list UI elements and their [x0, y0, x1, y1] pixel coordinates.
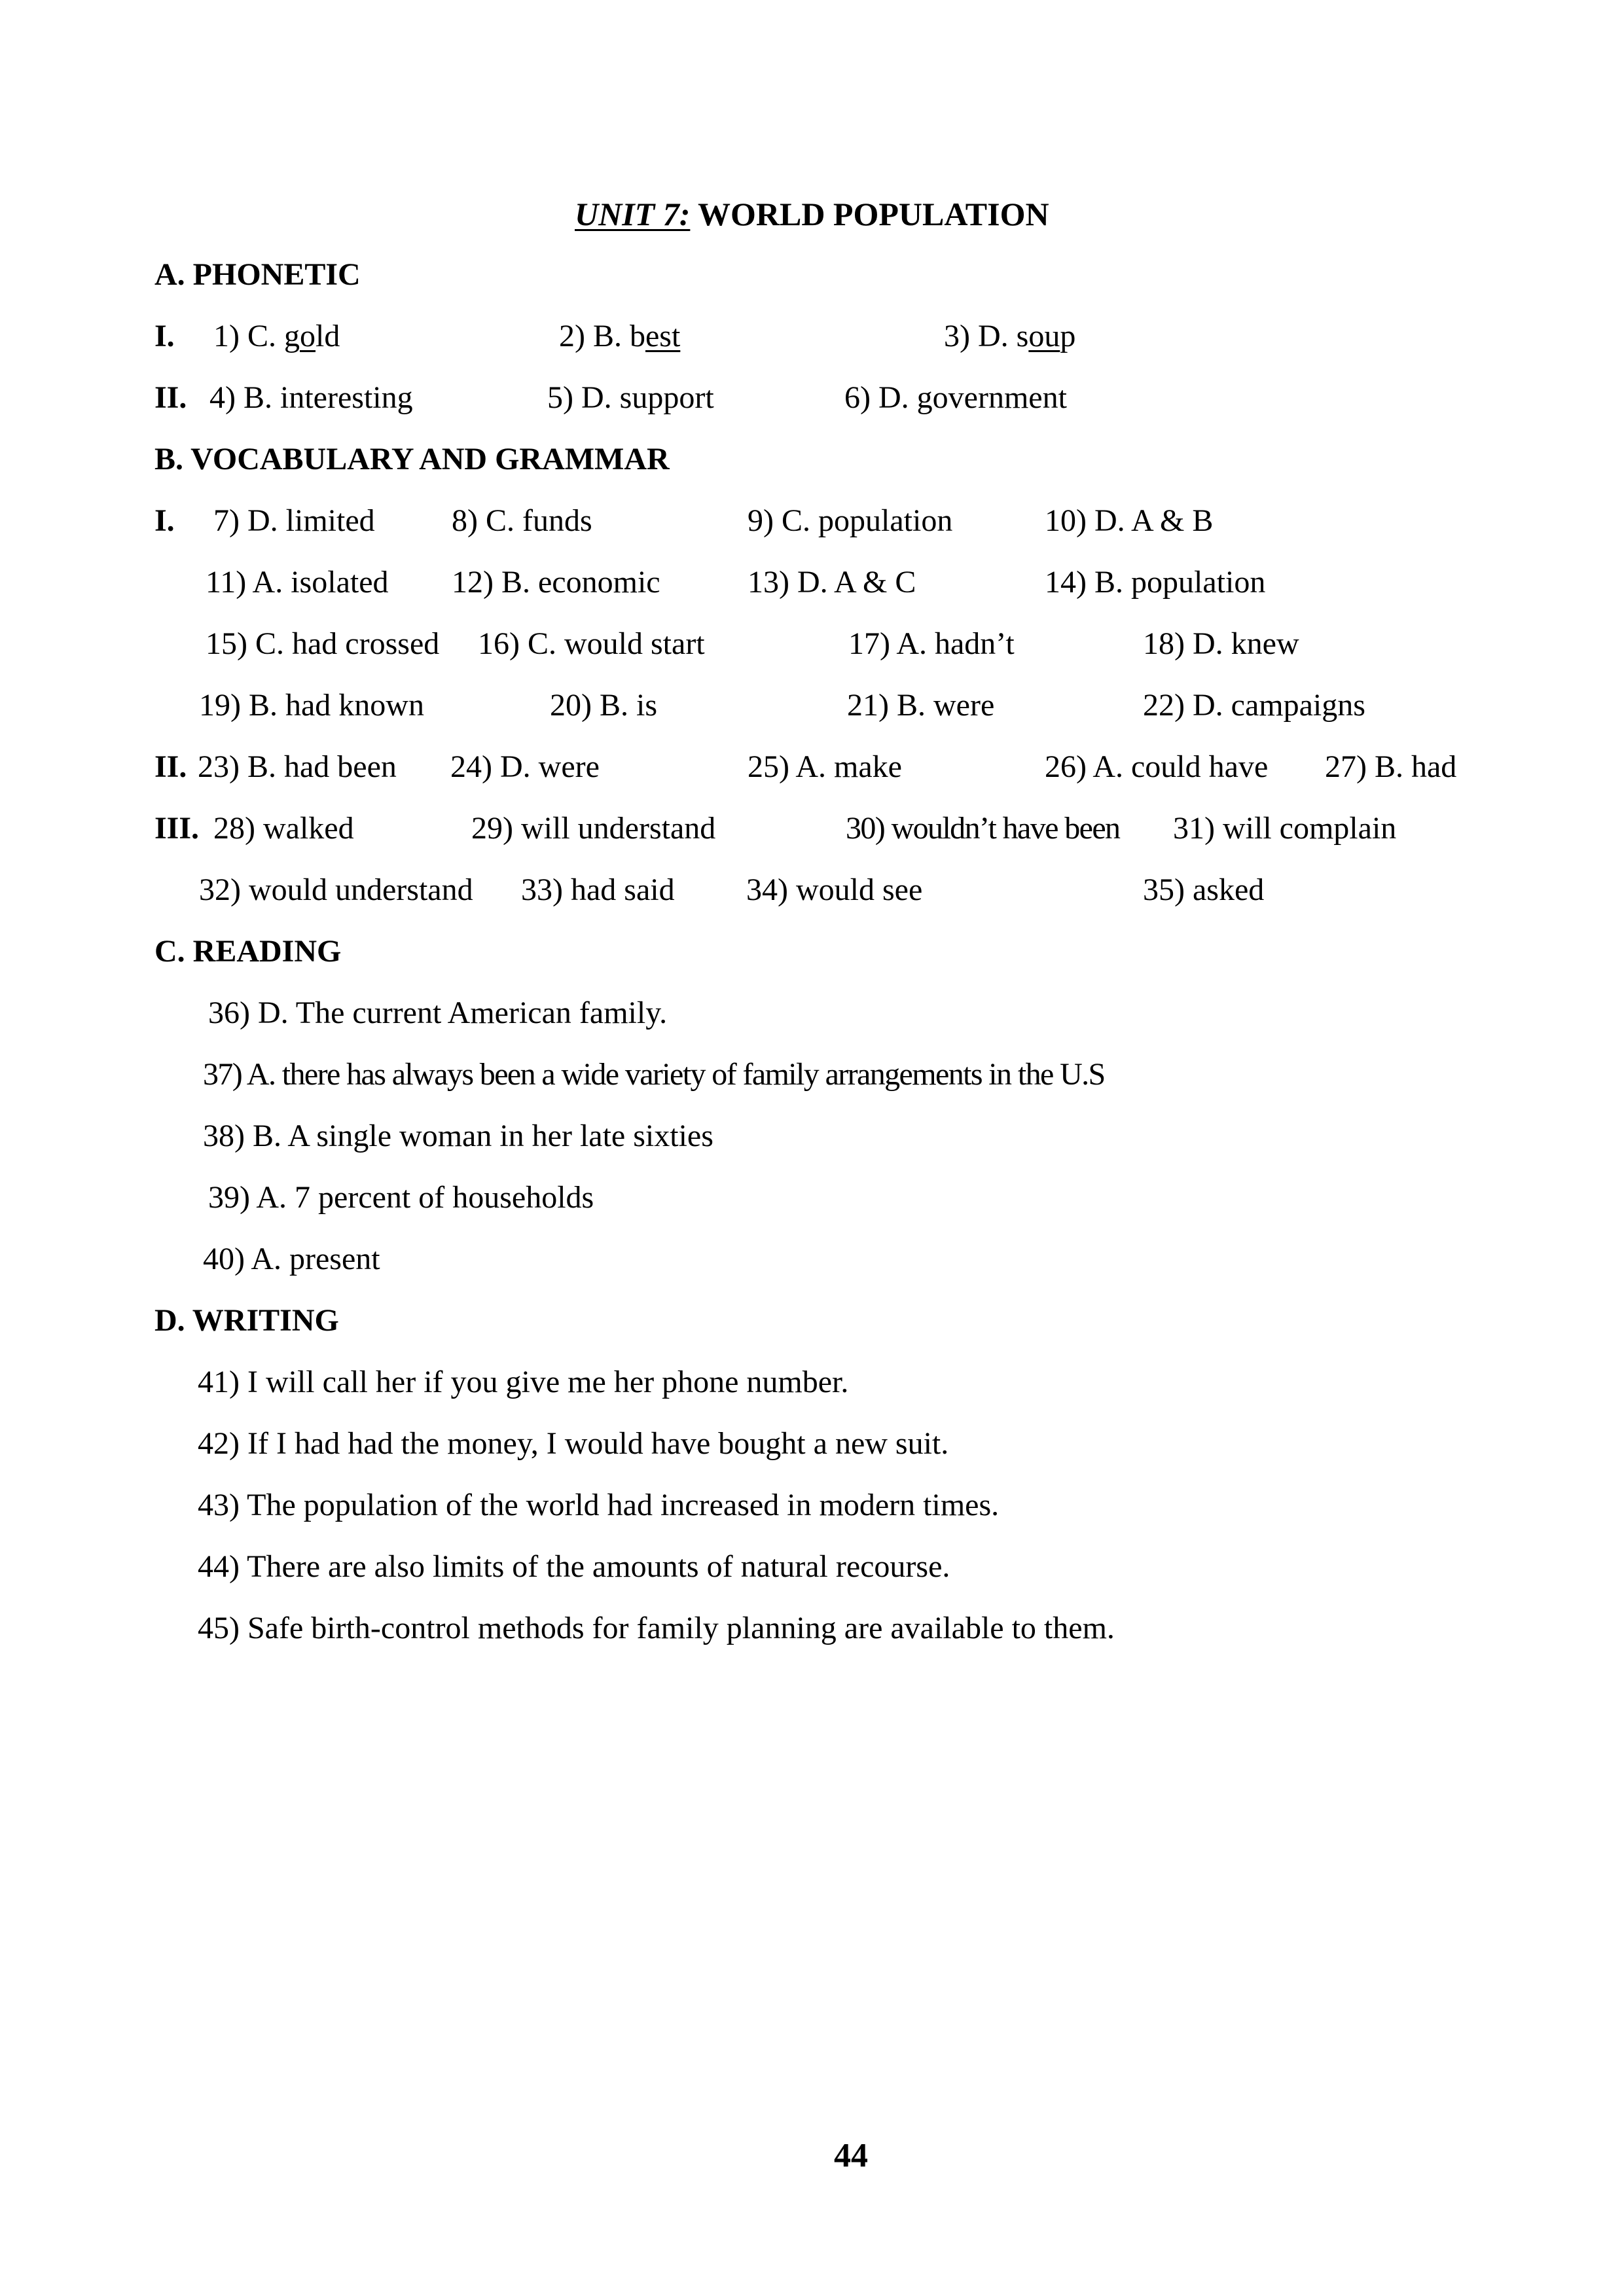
answer-20: 20) B. is — [550, 688, 658, 723]
answer-25: 25) A. make — [748, 749, 902, 784]
answer-9: 9) C. population — [748, 503, 953, 538]
answer-32: 32) would understand — [199, 872, 473, 907]
phonetic-I-label: I. — [154, 319, 175, 353]
answer-18: 18) D. knew — [1143, 626, 1299, 661]
section-heading-writing: D. WRITING — [154, 1303, 339, 1338]
answer-27: 27) B. had — [1325, 749, 1457, 784]
answer-21: 21) B. were — [847, 688, 995, 723]
answer-44: 44) There are also limits of the amounts of natural recourse. — [198, 1549, 950, 1584]
answer-17: 17) A. hadn’t — [848, 626, 1015, 661]
answer-33: 33) had said — [521, 872, 675, 907]
page-title — [575, 198, 1049, 230]
underlined-sound: est — [645, 319, 681, 353]
vocab-III-label: III. — [154, 811, 200, 846]
answer-11: 11) A. isolated — [206, 565, 389, 600]
answer-28: 28) walked — [213, 811, 354, 846]
answer-23: 23) B. had been — [198, 749, 397, 784]
answer-5: 5) D. support — [547, 380, 714, 415]
section-heading-phonetic: A. PHONETIC — [154, 257, 361, 292]
answer-22: 22) D. campaigns — [1143, 688, 1365, 723]
answer-45: 45) Safe birth-control methods for family planning are available to them. — [198, 1611, 1115, 1645]
answer-37: 37) A. there has always been a wide variety of family arrangements in the U.S — [203, 1057, 1105, 1092]
answer-2: 2) B. best — [559, 319, 681, 353]
answer-36: 36) D. The current American family. — [208, 996, 668, 1030]
answer-41: 41) I will call her if you give me her phone number. — [198, 1365, 849, 1399]
answer-39: 39) A. 7 percent of households — [208, 1180, 594, 1215]
answer-26: 26) A. could have — [1045, 749, 1269, 784]
answer-15: 15) C. had crossed — [206, 626, 440, 661]
answer-43: 43) The population of the world had increased in modern times. — [198, 1488, 1000, 1522]
answer-19: 19) B. had known — [199, 688, 424, 723]
vocab-II-label: II. — [154, 749, 187, 784]
answer-7: 7) D. limited — [213, 503, 375, 538]
answer-31: 31) will complain — [1173, 811, 1397, 846]
answer-10: 10) D. A & B — [1045, 503, 1214, 538]
answer-12: 12) B. economic — [452, 565, 660, 600]
phonetic-II-label: II. — [154, 380, 187, 415]
answer-14: 14) B. population — [1045, 565, 1266, 600]
answer-1: 1) C. gold — [213, 319, 340, 353]
answer-35: 35) asked — [1143, 872, 1265, 907]
answer-3: 3) D. soup — [944, 319, 1076, 353]
underlined-sound: ou — [1028, 319, 1060, 353]
unit-topic: WORLD POPULATION — [690, 196, 1049, 232]
answer-40: 40) A. present — [203, 1242, 380, 1276]
answer-13: 13) D. A & C — [748, 565, 916, 600]
answer-8: 8) C. funds — [452, 503, 592, 538]
answer-6: 6) D. government — [844, 380, 1067, 415]
page-number: 44 — [834, 2137, 868, 2174]
answer-24: 24) D. were — [450, 749, 600, 784]
unit-label: UNIT 7: — [575, 196, 691, 232]
section-heading-reading: C. READING — [154, 934, 342, 969]
answer-4: 4) B. interesting — [209, 380, 413, 415]
answer-16: 16) C. would start — [478, 626, 705, 661]
answer-38: 38) B. A single woman in her late sixties — [203, 1119, 713, 1153]
answer-30: 30) wouldn’t have been — [846, 811, 1120, 846]
section-heading-vocabulary: B. VOCABULARY AND GRAMMAR — [154, 442, 670, 476]
answer-29: 29) will understand — [471, 811, 716, 846]
underlined-sound: o — [300, 319, 316, 353]
answer-34: 34) would see — [746, 872, 923, 907]
answer-42: 42) If I had had the money, I would have bought a new suit. — [198, 1426, 949, 1461]
vocab-I-label: I. — [154, 503, 175, 538]
